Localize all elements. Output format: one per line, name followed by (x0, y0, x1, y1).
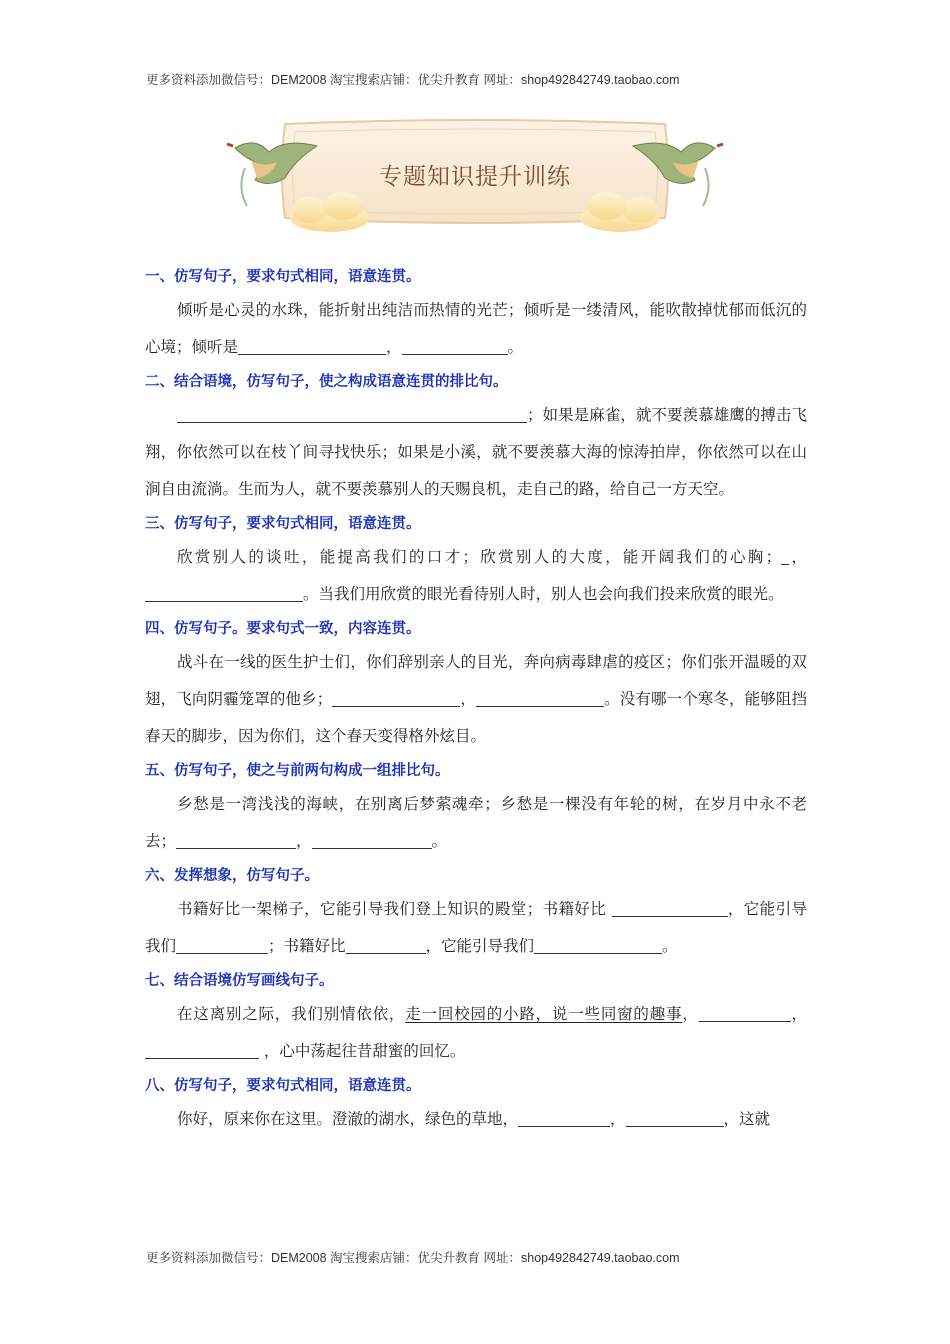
exercise-content (145, 262, 807, 1139)
underlined-sentence: 走一回校园的小路，说一些同窗的趣事 (405, 1005, 683, 1023)
banner-title: 专题知识提升训练 (379, 164, 571, 190)
question-8-body: 你好，原来你在这里。澄澈的湖水，绿色的草地， ， ，这就 (145, 1101, 807, 1138)
answer-blank[interactable] (699, 1001, 783, 1022)
answer-blank[interactable] (783, 1001, 791, 1022)
question-5-body: 乡愁是一湾浅浅的海峡，在别离后梦萦魂牵；乡愁是一棵没有年轮的树，在岁月中永不老去； ， 。 (145, 795, 807, 850)
answer-blank[interactable] (518, 1106, 610, 1127)
question-4-title: 四、仿写句子。要求句式一致，内容连贯。 (145, 621, 421, 637)
answer-blank[interactable] (346, 933, 426, 954)
question-7-title: 七、结合语境仿写画线句子。 (145, 973, 334, 989)
question-7-body: 在这离别之际，我们别情依依，走一回校园的小路，说一些同窗的趣事， ， ，心中荡起往昔甜蜜的回忆。 (145, 996, 807, 1070)
answer-blank[interactable] (145, 1038, 259, 1059)
question-2-body: ；如果是麻雀，就不要羡慕雄鹰的搏击飞翔，你依然可以在枝丫间寻找快乐；如果是小溪，就不要羡慕大海的惊涛拍岸，你依然可以在山涧自由流淌。生而为人，就不要羡慕别人的天赐良机，走自己的路，给自己一方天空。 (145, 397, 807, 508)
answer-blank[interactable] (626, 1106, 724, 1127)
answer-blank[interactable] (176, 933, 268, 954)
answer-blank[interactable] (238, 334, 386, 355)
answer-blank[interactable] (177, 402, 527, 423)
question-3-title: 三、仿写句子，要求句式相同，语意连贯。 (145, 516, 421, 532)
question-1-title: 一、仿写句子，要求句式相同，语意连贯。 (145, 269, 421, 285)
answer-blank[interactable] (312, 828, 432, 849)
answer-blank[interactable] (534, 933, 662, 954)
question-2-title: 二、结合语境，仿写句子，使之构成语意连贯的排比句。 (145, 374, 508, 390)
question-3-body: 欣赏别人的谈吐，能提高我们的口才；欣赏别人的大度，能开阔我们的心胸； ，。当我们用欣赏的眼光看待别人时，别人也会向我们投来欣赏的眼光。 (145, 539, 807, 613)
answer-blank[interactable] (332, 686, 460, 707)
answer-blank[interactable] (476, 686, 604, 707)
answer-blank[interactable] (612, 896, 728, 917)
title-banner (225, 118, 725, 236)
answer-blank[interactable] (402, 334, 508, 355)
question-5-title: 五、仿写句子，使之与前两句构成一组排比句。 (145, 763, 450, 779)
question-8-title: 八、仿写句子，要求句式相同，语意连贯。 (145, 1078, 421, 1094)
question-6-body: 书籍好比一架梯子，它能引导我们登上知识的殿堂；书籍好比 ，它能引导我们 ；书籍好比 ，它能引导我们 。 (145, 891, 807, 965)
answer-blank[interactable] (145, 581, 303, 602)
question-1-body: 倾听是心灵的水珠，能折射出纯洁而热情的光芒；倾听是一缕清风，能吹散掉忧郁而低沉的心境；倾听是 ， 。 (145, 301, 807, 356)
answer-blank[interactable] (781, 544, 789, 565)
answer-blank[interactable] (176, 828, 296, 849)
question-4-body: 战斗在一线的医生护士们，你们辞别亲人的目光，奔向病毒肆虐的疫区；你们张开温暖的双翅，飞向阴霾笼罩的他乡； ， 。没有哪一个寒冬，能够阻挡春天的脚步，因为你们，这个春天变得格外炫目。 (145, 653, 807, 745)
question-6-title: 六、发挥想象，仿写句子。 (145, 868, 319, 884)
